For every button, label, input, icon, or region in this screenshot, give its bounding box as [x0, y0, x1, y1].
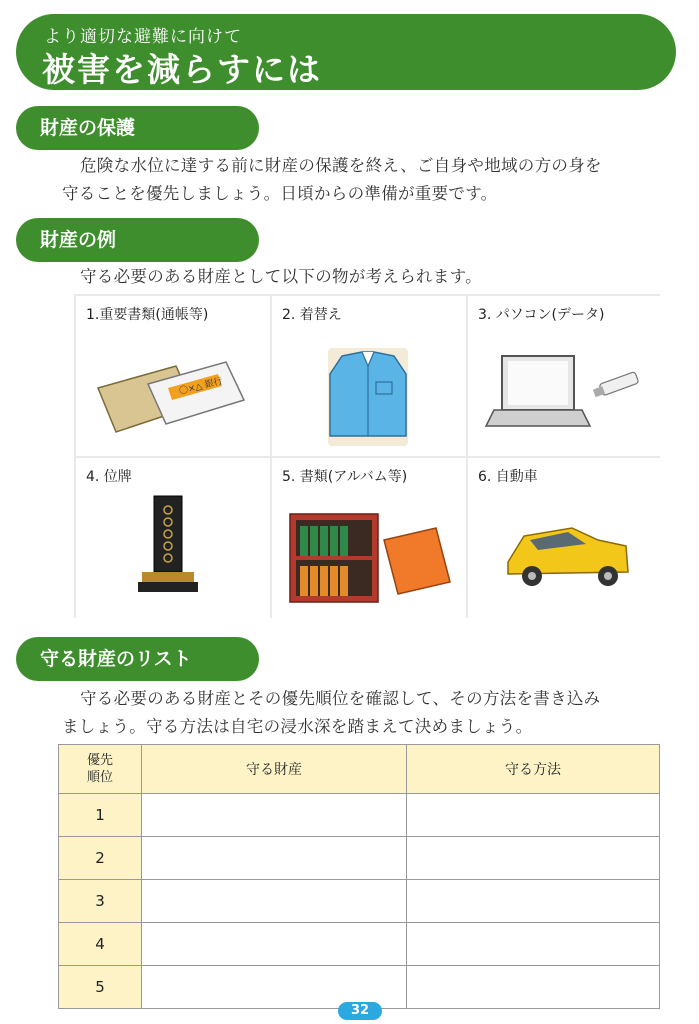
- method-cell[interactable]: [407, 880, 660, 923]
- example-label-2: 2. 着替え: [282, 307, 342, 323]
- list-text: [62, 685, 672, 741]
- protection-text: [62, 152, 672, 208]
- protection-line-1: 危険な水位に達する前に財産の保護を終え、ご自身や地域の方の身を: [80, 156, 602, 175]
- property-cell[interactable]: [142, 794, 407, 837]
- protection-line-2: 守ることを優先しましょう。日頃からの準備が重要です。: [62, 184, 498, 203]
- car-icon: [468, 488, 662, 616]
- example-label-3: 3. パソコン(データ): [478, 307, 605, 323]
- property-cell[interactable]: [142, 923, 407, 966]
- examples-intro: [62, 263, 672, 291]
- property-cell[interactable]: [142, 880, 407, 923]
- table-row: [59, 794, 660, 837]
- header-banner: [16, 14, 676, 90]
- header-priority: 優先 順位: [59, 745, 142, 794]
- examples-intro-text: 守る必要のある財産として以下の物が考えられます。: [80, 267, 482, 286]
- table-row: [59, 837, 660, 880]
- example-cell-4: [76, 458, 270, 618]
- header-method: 守る方法: [407, 745, 660, 794]
- method-cell[interactable]: [407, 923, 660, 966]
- row-priority: 5: [59, 966, 142, 1009]
- example-cell-3: [468, 296, 662, 456]
- page-title: 被害を減らすには: [42, 50, 322, 89]
- example-cell-1: [76, 296, 270, 456]
- example-label-4: 4. 位牌: [86, 469, 132, 485]
- section-title-examples: 財産の例: [16, 218, 259, 262]
- example-label-5: 5. 書類(アルバム等): [282, 469, 408, 485]
- bank-book-text: 〇×△ 銀行: [178, 376, 224, 397]
- list-line-2: ましょう。守る方法は自宅の浸水深を踏まえて決めましょう。: [62, 717, 533, 736]
- example-cell-2: [272, 296, 466, 456]
- bank-book-icon: [76, 326, 270, 454]
- bookshelf-icon: [272, 488, 466, 616]
- table-row: [59, 923, 660, 966]
- memorial-tablet-icon: [76, 488, 270, 616]
- table-header-row: [59, 745, 660, 794]
- row-priority: 4: [59, 923, 142, 966]
- method-cell[interactable]: [407, 794, 660, 837]
- shirt-icon: [272, 326, 466, 454]
- example-cell-6: [468, 458, 662, 618]
- section-title-protection: 財産の保護: [16, 106, 259, 150]
- list-line-1: 守る必要のある財産とその優先順位を確認して、その方法を書き込み: [80, 689, 601, 708]
- table-row: [59, 880, 660, 923]
- example-label-1: 1.重要書類(通帳等): [86, 307, 209, 323]
- header-property: 守る財産: [142, 745, 407, 794]
- property-cell[interactable]: [142, 837, 407, 880]
- method-cell[interactable]: [407, 966, 660, 1009]
- row-priority: 3: [59, 880, 142, 923]
- property-list-table: [58, 744, 660, 1009]
- row-priority: 1: [59, 794, 142, 837]
- examples-grid: [74, 294, 660, 618]
- laptop-icon: [468, 326, 662, 454]
- example-label-6: 6. 自動車: [478, 469, 538, 485]
- example-cell-5: [272, 458, 466, 618]
- method-cell[interactable]: [407, 837, 660, 880]
- row-priority: 2: [59, 837, 142, 880]
- section-title-list: 守る財産のリスト: [16, 637, 259, 681]
- page-number: 32: [338, 1002, 382, 1020]
- header-subtitle: より適切な避難に向けて: [44, 27, 242, 47]
